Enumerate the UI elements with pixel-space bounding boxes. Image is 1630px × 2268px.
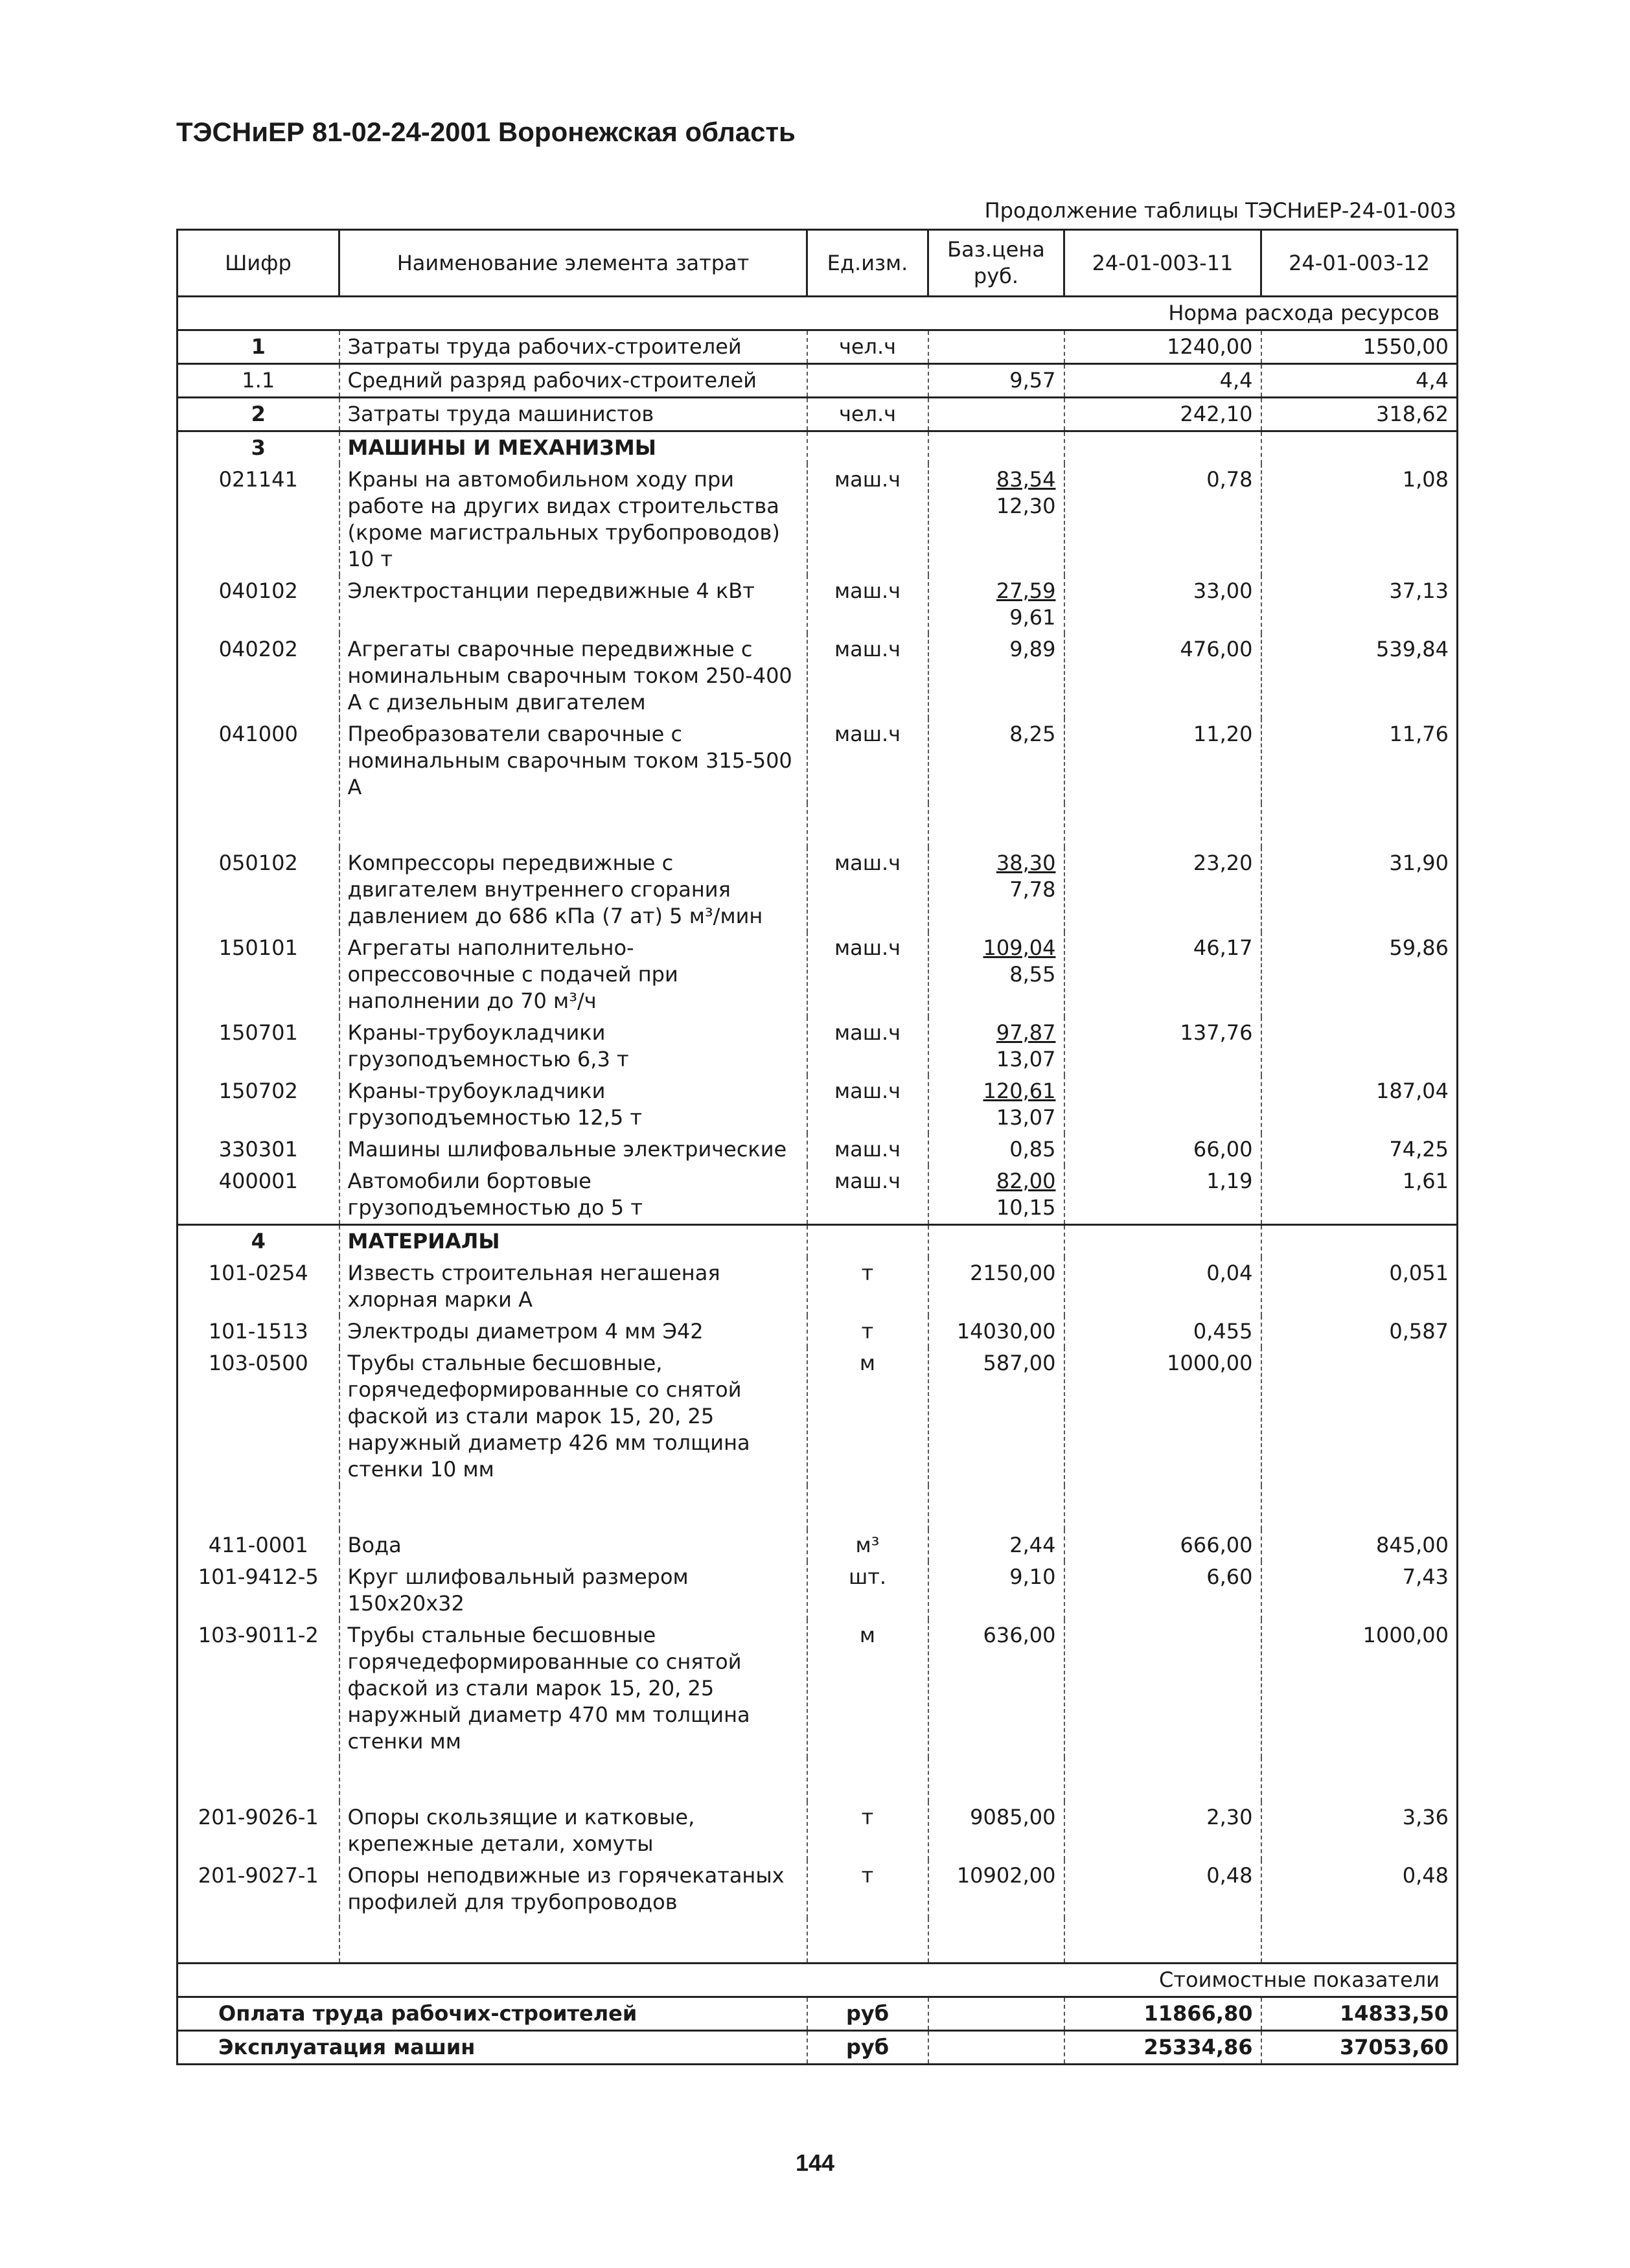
spacer-cell [339, 1485, 807, 1529]
row-value-col1: 666,00 [1064, 1529, 1261, 1561]
row-code: 103-0500 [178, 1347, 339, 1485]
row-code: 021141 [178, 464, 339, 575]
row-value-col2: 845,00 [1261, 1529, 1458, 1561]
base-price-wage: 13,07 [996, 1105, 1056, 1130]
cost-unit: руб [807, 1997, 928, 2031]
base-price-wage: 12,30 [996, 494, 1056, 518]
table-row [178, 464, 1458, 575]
row-base-price [928, 398, 1064, 431]
row-name: Преобразователи сварочные с номинальным сварочным током 315-500 А [339, 718, 807, 803]
row-code: 411-0001 [178, 1529, 339, 1561]
spacer-cell [928, 1485, 1064, 1529]
row-base-price [928, 575, 1064, 634]
row-value-col2: 187,04 [1261, 1075, 1458, 1134]
base-price-total: 10902,00 [956, 1863, 1056, 1888]
base-price-wage: 8,55 [1009, 962, 1056, 987]
spacer-cell [1261, 803, 1458, 847]
table-row [178, 1017, 1458, 1075]
row-name: Затраты труда рабочих-строителей [339, 330, 807, 364]
row-value-col2: 74,25 [1261, 1134, 1458, 1165]
row-name: Известь строительная негашеная хлорная марки А [339, 1257, 807, 1316]
spacer-cell [1064, 1918, 1261, 1964]
table-row [178, 398, 1458, 431]
row-unit: чел.ч [807, 330, 928, 364]
row-value-col1 [1064, 1075, 1261, 1134]
row-code: 150701 [178, 1017, 339, 1075]
row-unit: маш.ч [807, 575, 928, 634]
table-row [178, 1316, 1458, 1347]
base-price-total: 27,59 [996, 578, 1056, 603]
cost-empty [928, 1997, 1064, 2031]
spacer-cell [807, 1485, 928, 1529]
row-value-col2: 1000,00 [1261, 1620, 1458, 1758]
row-value-col2: 1,61 [1261, 1165, 1458, 1225]
row-code: 1.1 [178, 364, 339, 398]
table-row [178, 1225, 1458, 1258]
spacer-row [178, 803, 1458, 847]
row-value-col1: 242,10 [1064, 398, 1261, 431]
row-value-col2 [1261, 431, 1458, 464]
row-name: МАТЕРИАЛЫ [339, 1225, 807, 1258]
row-value-col2 [1261, 1017, 1458, 1075]
row-base-price [928, 1257, 1064, 1316]
row-base-price [928, 932, 1064, 1017]
table-row [178, 1620, 1458, 1758]
row-value-col1: 137,76 [1064, 1017, 1261, 1075]
row-value-col1: 11,20 [1064, 718, 1261, 803]
band-cost-label: Стоимостные показатели [178, 1964, 1458, 1997]
row-base-price [928, 1347, 1064, 1485]
row-code: 103-9011-2 [178, 1620, 339, 1758]
base-price-wage: 13,07 [996, 1047, 1056, 1071]
table-row [178, 1257, 1458, 1316]
row-name: Вода [339, 1529, 807, 1561]
header-code: Шифр [178, 230, 339, 297]
row-value-col2: 0,48 [1261, 1860, 1458, 1918]
row-name: Средний разряд рабочих-строителей [339, 364, 807, 398]
table-row [178, 575, 1458, 634]
row-name: Агрегаты наполнительно-опрессовочные с подачей при наполнении до 70 м³/ч [339, 932, 807, 1017]
header-col1: 24-01-003-11 [1064, 230, 1261, 297]
spacer-cell [1064, 1758, 1261, 1802]
row-base-price [928, 1017, 1064, 1075]
row-value-col1 [1064, 431, 1261, 464]
row-value-col1: 4,4 [1064, 364, 1261, 398]
row-unit: м³ [807, 1529, 928, 1561]
row-unit [807, 431, 928, 464]
row-value-col1: 476,00 [1064, 634, 1261, 718]
row-base-price [928, 1165, 1064, 1225]
band-norm-row [178, 297, 1458, 330]
row-unit: м [807, 1347, 928, 1485]
row-code: 330301 [178, 1134, 339, 1165]
row-code: 150702 [178, 1075, 339, 1134]
header-unit: Ед.изм. [807, 230, 928, 297]
table-row [178, 932, 1458, 1017]
row-code: 201-9026-1 [178, 1802, 339, 1860]
row-value-col1: 1240,00 [1064, 330, 1261, 364]
spacer-row [178, 1485, 1458, 1529]
spacer-cell [178, 803, 339, 847]
base-price-total: 9,89 [1009, 637, 1056, 661]
row-unit: маш.ч [807, 1017, 928, 1075]
cost-row [178, 2031, 1458, 2065]
row-name: Машины шлифовальные электрические [339, 1134, 807, 1165]
row-value-col2: 7,43 [1261, 1561, 1458, 1620]
table-row [178, 718, 1458, 803]
base-price-wage: 10,15 [996, 1195, 1056, 1220]
row-value-col2: 31,90 [1261, 847, 1458, 932]
row-value-col1 [1064, 1620, 1261, 1758]
spacer-cell [178, 1758, 339, 1802]
row-name: Краны-трубоукладчики грузоподъемностью 6,3 т [339, 1017, 807, 1075]
row-base-price [928, 1134, 1064, 1165]
row-name: Опоры неподвижные из горячекатаных профилей для трубопроводов [339, 1860, 807, 1918]
row-base-price [928, 431, 1064, 464]
document-title: ТЭСНиЕР 81-02-24-2001 Воронежская область [176, 117, 796, 147]
row-base-price [928, 1316, 1064, 1347]
row-code: 3 [178, 431, 339, 464]
spacer-cell [339, 1758, 807, 1802]
row-value-col1: 66,00 [1064, 1134, 1261, 1165]
row-base-price [928, 718, 1064, 803]
row-unit: маш.ч [807, 847, 928, 932]
table-row [178, 1347, 1458, 1485]
table-row [178, 1134, 1458, 1165]
row-unit: маш.ч [807, 1134, 928, 1165]
row-base-price [928, 634, 1064, 718]
spacer-cell [1261, 1918, 1458, 1964]
row-value-col2: 539,84 [1261, 634, 1458, 718]
base-price-total: 109,04 [983, 935, 1056, 960]
row-base-price [928, 1620, 1064, 1758]
base-price-total: 14030,00 [956, 1319, 1056, 1344]
row-name: Круг шлифовальный размером 150х20х32 [339, 1561, 807, 1620]
row-value-col1: 1,19 [1064, 1165, 1261, 1225]
spacer-cell [339, 803, 807, 847]
row-name: Компрессоры передвижные с двигателем внутреннего сгорания давлением до 686 кПа (7 ат) 5 м³/мин [339, 847, 807, 932]
row-unit: т [807, 1860, 928, 1918]
table-row [178, 634, 1458, 718]
row-base-price [928, 1529, 1064, 1561]
row-code: 150101 [178, 932, 339, 1017]
base-price-total: 120,61 [983, 1079, 1056, 1103]
spacer-cell [178, 1485, 339, 1529]
row-name: Затраты труда машинистов [339, 398, 807, 431]
base-price-total: 587,00 [983, 1351, 1056, 1375]
cost-unit: руб [807, 2031, 928, 2065]
row-value-col2: 0,051 [1261, 1257, 1458, 1316]
row-code: 1 [178, 330, 339, 364]
spacer-cell [1064, 803, 1261, 847]
table-continuation-note: Продолжение таблицы ТЭСНиЕР-24-01-003 [984, 198, 1456, 223]
row-value-col1: 6,60 [1064, 1561, 1261, 1620]
cost-value-col1: 11866,80 [1064, 1997, 1261, 2031]
row-value-col2: 1550,00 [1261, 330, 1458, 364]
row-unit: т [807, 1257, 928, 1316]
table-row [178, 1165, 1458, 1225]
table-row [178, 1529, 1458, 1561]
header-col2: 24-01-003-12 [1261, 230, 1458, 297]
spacer-cell [1064, 1485, 1261, 1529]
row-name: МАШИНЫ И МЕХАНИЗМЫ [339, 431, 807, 464]
row-name: Опоры скользящие и катковые, крепежные детали, хомуты [339, 1802, 807, 1860]
table-row [178, 1561, 1458, 1620]
spacer-cell [807, 803, 928, 847]
row-unit: маш.ч [807, 1165, 928, 1225]
row-value-col2 [1261, 1347, 1458, 1485]
row-unit: т [807, 1802, 928, 1860]
spacer-row [178, 1758, 1458, 1802]
row-name: Трубы стальные бесшовные, горячедеформированные со снятой фаской из стали марок 15, 20, 25 наружный диаметр 426 мм толщина стенки 10 мм [339, 1347, 807, 1485]
row-base-price [928, 364, 1064, 398]
row-value-col2: 59,86 [1261, 932, 1458, 1017]
cost-empty [928, 2031, 1064, 2065]
row-unit [807, 364, 928, 398]
spacer-cell [928, 803, 1064, 847]
row-code: 2 [178, 398, 339, 431]
header-base-price: Баз.цена руб. [928, 230, 1064, 297]
row-code: 040102 [178, 575, 339, 634]
row-code: 400001 [178, 1165, 339, 1225]
row-name: Трубы стальные бесшовные горячедеформированные со снятой фаской из стали марок 15, 20, 25 наружный диаметр 470 мм толщина стенки мм [339, 1620, 807, 1758]
cost-value-col2: 37053,60 [1261, 2031, 1458, 2065]
page-number: 144 [795, 2149, 835, 2176]
row-unit: м [807, 1620, 928, 1758]
row-value-col2: 1,08 [1261, 464, 1458, 575]
row-base-price [928, 1802, 1064, 1860]
spacer-cell [807, 1758, 928, 1802]
table-row [178, 364, 1458, 398]
table-header-row [178, 230, 1458, 297]
row-code: 040202 [178, 634, 339, 718]
table-row [178, 1802, 1458, 1860]
row-name: Автомобили бортовые грузоподъемностью до 5 т [339, 1165, 807, 1225]
row-value-col1: 46,17 [1064, 932, 1261, 1017]
spacer-row [178, 1918, 1458, 1964]
spacer-cell [339, 1918, 807, 1964]
row-value-col1: 0,455 [1064, 1316, 1261, 1347]
row-code: 101-0254 [178, 1257, 339, 1316]
table-row [178, 431, 1458, 464]
base-price-total: 83,54 [996, 467, 1056, 492]
row-unit [807, 1225, 928, 1258]
spacer-cell [178, 1918, 339, 1964]
row-code: 4 [178, 1225, 339, 1258]
base-price-total: 9,10 [1009, 1564, 1056, 1589]
base-price-total: 2,44 [1009, 1533, 1056, 1557]
cost-value-col2: 14833,50 [1261, 1997, 1458, 2031]
base-price-total: 636,00 [983, 1623, 1056, 1647]
spacer-cell [1261, 1485, 1458, 1529]
spacer-cell [928, 1918, 1064, 1964]
row-unit: маш.ч [807, 718, 928, 803]
row-unit: маш.ч [807, 932, 928, 1017]
base-price-total: 38,30 [996, 851, 1056, 875]
row-code: 101-9412-5 [178, 1561, 339, 1620]
row-code: 101-1513 [178, 1316, 339, 1347]
spacer-cell [807, 1918, 928, 1964]
band-cost-row [178, 1964, 1458, 1997]
row-value-col2: 0,587 [1261, 1316, 1458, 1347]
header-name: Наименование элемента затрат [339, 230, 807, 297]
base-price-total: 82,00 [996, 1169, 1056, 1193]
row-value-col1 [1064, 1225, 1261, 1258]
row-base-price [928, 1075, 1064, 1134]
row-value-col2: 4,4 [1261, 364, 1458, 398]
row-value-col2: 3,36 [1261, 1802, 1458, 1860]
cost-value-col1: 25334,86 [1064, 2031, 1261, 2065]
row-unit: маш.ч [807, 634, 928, 718]
row-base-price [928, 1561, 1064, 1620]
base-price-total: 97,87 [996, 1020, 1056, 1045]
row-value-col2: 37,13 [1261, 575, 1458, 634]
base-price-total: 2150,00 [970, 1261, 1056, 1285]
table-row [178, 1075, 1458, 1134]
base-price-wage: 7,78 [1009, 877, 1056, 902]
row-code: 050102 [178, 847, 339, 932]
row-value-col1: 33,00 [1064, 575, 1261, 634]
table-row [178, 847, 1458, 932]
resource-norm-table [176, 229, 1458, 2065]
row-name: Электроды диаметром 4 мм Э42 [339, 1316, 807, 1347]
row-name: Краны-трубоукладчики грузоподъемностью 12,5 т [339, 1075, 807, 1134]
table-row [178, 330, 1458, 364]
row-base-price [928, 464, 1064, 575]
row-value-col1: 0,04 [1064, 1257, 1261, 1316]
row-value-col2: 318,62 [1261, 398, 1458, 431]
row-value-col2 [1261, 1225, 1458, 1258]
row-unit: маш.ч [807, 464, 928, 575]
spacer-cell [928, 1758, 1064, 1802]
row-name: Агрегаты сварочные передвижные с номинальным сварочным током 250-400 А с дизельным двигателем [339, 634, 807, 718]
base-price-total: 0,85 [1009, 1137, 1056, 1162]
row-base-price [928, 847, 1064, 932]
row-code: 201-9027-1 [178, 1860, 339, 1918]
row-value-col1: 0,48 [1064, 1860, 1261, 1918]
row-name: Краны на автомобильном ходу при работе на других видах строительства (кроме магистральных трубопроводов) 10 т [339, 464, 807, 575]
cost-name: Оплата труда рабочих-строителей [178, 1997, 807, 2031]
row-base-price [928, 1860, 1064, 1918]
row-base-price [928, 1225, 1064, 1258]
row-code: 041000 [178, 718, 339, 803]
row-unit: шт. [807, 1561, 928, 1620]
row-value-col1: 23,20 [1064, 847, 1261, 932]
cost-name: Эксплуатация машин [178, 2031, 807, 2065]
cost-row [178, 1997, 1458, 2031]
row-unit: чел.ч [807, 398, 928, 431]
row-unit: маш.ч [807, 1075, 928, 1134]
base-price-total: 8,25 [1009, 722, 1056, 746]
spacer-cell [1261, 1758, 1458, 1802]
row-unit: т [807, 1316, 928, 1347]
table-row [178, 1860, 1458, 1918]
row-value-col2: 11,76 [1261, 718, 1458, 803]
band-norm-label: Норма расхода ресурсов [178, 297, 1458, 330]
row-base-price [928, 330, 1064, 364]
row-value-col1: 0,78 [1064, 464, 1261, 575]
row-value-col1: 1000,00 [1064, 1347, 1261, 1485]
row-value-col1: 2,30 [1064, 1802, 1261, 1860]
row-name: Электростанции передвижные 4 кВт [339, 575, 807, 634]
base-price-total: 9085,00 [970, 1805, 1056, 1829]
base-price-wage: 9,61 [1009, 605, 1056, 630]
base-price-total: 9,57 [1009, 368, 1056, 393]
